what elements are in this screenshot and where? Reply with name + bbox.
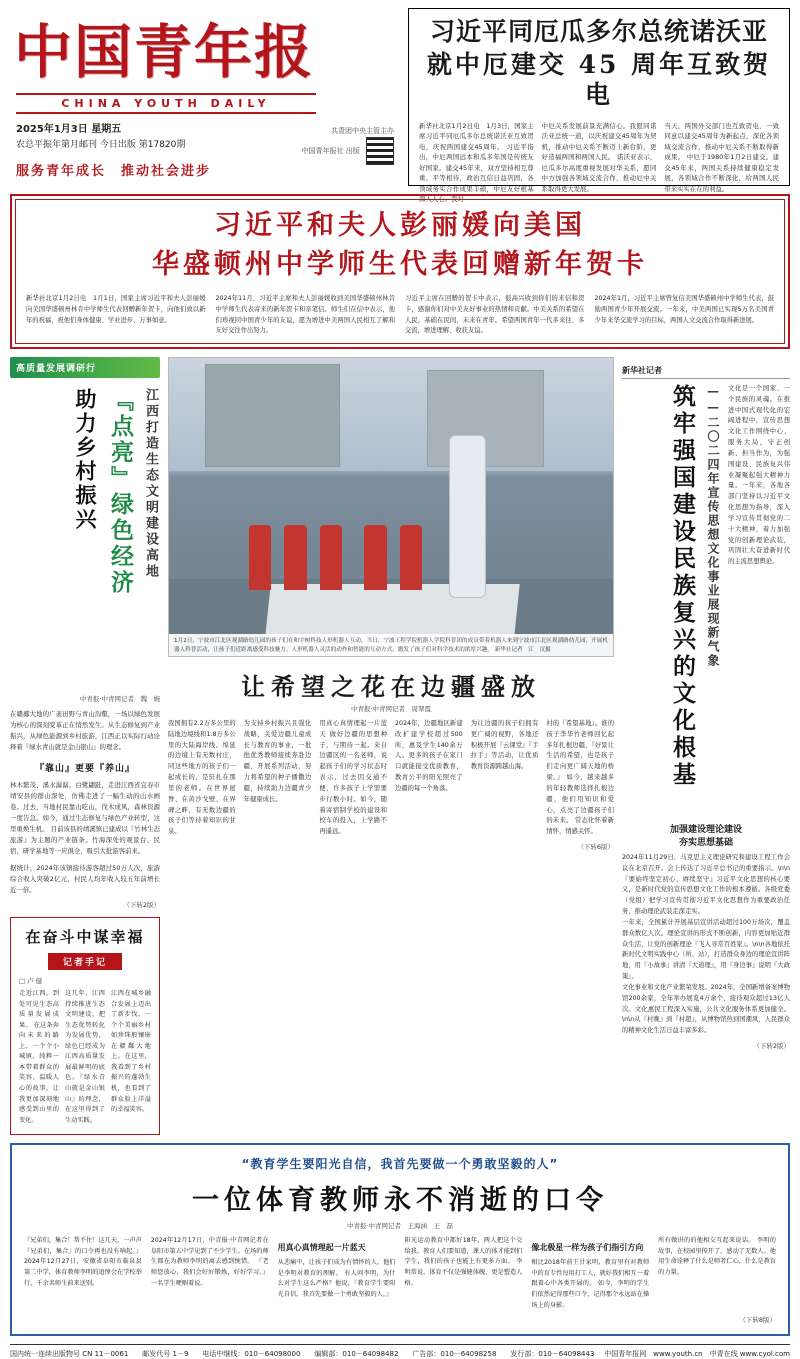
photo-child-5 — [400, 525, 422, 591]
masthead — [10, 8, 790, 204]
top-headline-block — [408, 8, 790, 204]
page-footer — [10, 1344, 790, 1359]
top-headline-line2: 就中厄建交 45 周年互致贺电 — [426, 49, 772, 109]
bottom-feature-box — [10, 1143, 790, 1336]
photo-credit: 新华社记者 江 汉摄 — [494, 646, 551, 653]
top-headline-col-1: 新华社北京1月2日电 1月3日，国家主席习近平同厄瓜多尔总统诺沃亚互致贺电，庆祝两国建交45周年。 习近平指出，中厄两国远本和瓜多年国是传统友好国家。建交45年来，双方坚持相互尊重、平等相待，政治互信日益巩固，各领域务实合作成果丰硕，中厄友好根基深入人心。我对 — [419, 121, 534, 204]
left-byline: 中青报·中青网记者 魏 婉 — [79, 695, 160, 703]
masthead-qr-block — [302, 126, 394, 165]
top-headline-line1: 习近平同厄瓜多尔总统诺沃亚 — [429, 17, 768, 46]
bottom-feature-col-3 — [278, 1236, 396, 1311]
campaign-banner: 高质量发展调研行 — [10, 357, 160, 378]
bottom-feature-col-1: 『兄弟们，集合！帮不住！这几天，一声声『兄弟们，集合』的口令再也没有响起。』 2024年12月27日，安徽省阜阳市临泉县第二中学，体育教师李明的追悼会在学校举行，千余名师生前来送别。 — [24, 1237, 142, 1287]
masthead-left — [10, 8, 400, 186]
right-subhead-1: 加强建设理论建设 夯实思想基础 — [669, 825, 742, 848]
photo-child-2 — [284, 525, 306, 591]
mid-article-col-4: 2024年，边疆地区新建改扩建学校超过500所，惠及学生140余万人。更多的孩子在家门口就能接受优质教育，教育公平的阳光照亮了边疆的每一个角落。 — [395, 720, 463, 792]
reporter-note-col-1: 走近江西，到处可见生态高质量发展成果。 在这条奔向未来的路上，一个个小城镇、纯粹一本带着群众的笑容、温暖人心的故事，让我更加深刻地感受到山里的变化。 — [19, 990, 59, 1124]
bottom-feature-title: 一位体育教师永不消逝的口令 — [192, 1185, 608, 1217]
main-content — [10, 357, 790, 1135]
top-headline-col-3: 当天，两国外交部门也互致贺电，一致同意以建交45周年为新起点，深化各领域交流合作，推动中厄关系不断取得新成果。 中厄于1980年1月2日建交。建交45年来，两国关系持续健康稳定发展，各领域合作不断深化，给两国人民带来实实在在的利益。 — [664, 121, 780, 193]
photo-humanoid-robot — [449, 435, 487, 598]
left-body-2: 据统计，2024年该镇接待游客超过50万人次，旅游综合收入突破2亿元，村民人均年收入较五年前增长近一倍。 — [10, 864, 160, 895]
left-intro: 在赣鄱大地的广袤田野与青山沟壑，一场以绿色发展为核心的深刻变革正在悄然发生。从生态修复到产业振兴，从绿色能源到乡村旅游，江西正以实际行动诠释着『绿水青山就是金山银山』的理念。 — [10, 710, 160, 752]
photo-child-3 — [320, 525, 342, 591]
bottom-feature-subhead-1: 用真心真情理起一片蓝天 — [277, 1243, 366, 1253]
newspaper-title: 中国青年报 — [14, 18, 315, 86]
left-title-small: 江西打造生态文明建设高地 — [143, 388, 158, 580]
bottom-feature-col-5 — [531, 1236, 649, 1311]
red-box-col-4: 2024年1月，习近平主席曾复信美国华盛顿州中学师生代表，鼓励两国青少年开展交流。一年来，中美两国已实现5万名美国青少年来华交流学习的目标，两国人文交流合作取得新进展。 — [594, 295, 774, 324]
red-box-article — [10, 194, 790, 349]
mid-article-continued: （下转6版） — [577, 843, 614, 852]
bottom-feature-byline: 中青报·中青网记者 王海涵 王 磊 — [346, 1222, 454, 1231]
reporter-note-author: □ 卢 健 — [19, 977, 43, 986]
right-body-3: 文化事业和文化产业繁荣发展。2024年，全国新增备案博物馆200余家，全年举办展览4万余个，接待观众超过13亿人次。文化惠民工程深入实施，公共文化服务体系更加健全。\n\n从『村晚』到『村超』，从博物馆热到国潮风，人民群众的精神文化生活日益丰富多彩。 — [622, 983, 790, 1035]
photo-child-1 — [249, 525, 271, 591]
mid-article-columns — [168, 719, 614, 838]
issue-number: 农总平振年第月邮刊 今日出版 第17820期 — [16, 139, 186, 150]
left-body-1: 林木繁茂、溪水潺潺、白鹭翩跹，走进江西省宜春市靖安县的群山深处，仿佛走进了一幅生动的山水画卷。过去，当地村民靠山吃山，伐木成风，森林资源一度告急。如今，通过生态修复与绿色产业转型，这里重焕生机。 目前该县的靖溪镇已建成以『竹林生态旅游』为主题的产业链条。竹海深处的观景台、民宿、研学基地等一应俱全，吸引大批游客前来。 — [10, 781, 160, 856]
reporter-note-title: 在奋斗中谋幸福 — [25, 928, 145, 947]
bottom-feature-quote: “教育学生要阳光自信，我首先要做一个勇敢坚毅的人” — [241, 1157, 559, 1172]
reporter-note-col-3: 江西在城乡融合发展上迈出了新步伐，一个个美丽乡村如珍珠般镶嵌在赣鄱大地上。在这里，我看到了乡村振兴的蓬勃生机，也看到了群众脸上洋溢的幸福笑容。 — [111, 990, 151, 1114]
photo-caption-text: 1月2日，宁波市江北区观湖路幼儿园的孩子们在和宇树科技人形机器人互动。当日，宁波工程学院机器人学院科普团的成员带着机器人来到宁波市江北区观湖路幼儿园，开展机器人科普活动，让孩子们近距离感受科技魅力。人形机器人灵活的动作和智能的互动方式，激发了孩子们对科学技术的浓厚兴趣。 — [174, 638, 608, 653]
mid-article-col-3: 用真心真情理起一片蓝天 做好边疆的思想种子，与期待一起。来自边疆区的一名老师，说起孩子们的学习状态时表示，过去因交通不便，许多孩子上学需要步行数小时。如今，随着寄宿制学校的建设和校车的投入，上学路不再遥远。 — [319, 720, 388, 836]
bottom-feature-col-2: 2024年12月17日，中青报·中青网记者在阜阳市第五中学见到了不少学生。在场的师生都在为教师李明的离去感到惋惜。 『老师您放心，我们会好好锻炼，好好学习。』一名学生哽咽着说。 — [150, 1237, 269, 1287]
mid-article-col-6: 村的『希望基地』。谁的孩子李华竹老师回忆起多年扎根边疆，『好景让生活的希望，也是孩子们走向更广阔天地的桥梁。』 如今，越来越多的年轻教师选择扎根边疆，他们用知识和爱心，点亮了边疆孩子们的未来。 常态化怀着新情怀，情感关怀。 — [546, 720, 615, 836]
red-box-col-3: 习近平主席在回赠的贺卡中表示，很高兴收到你们的来信和贺卡，感谢你们对中美友好事业的热情和贡献。中美关系的希望在人民，基础在民间，未来在青年。希望两国青年一代多来往、多交流，增进理解、收获友谊。 — [405, 295, 585, 335]
top-headline-columns — [419, 121, 779, 206]
qr-label-1: 共青团中央主管主办 — [331, 127, 394, 135]
right-vertical-title — [622, 384, 790, 814]
red-box-title-line1: 习近平和夫人彭丽媛向美国 — [214, 210, 586, 241]
bottom-feature-col-3-text: 从悲痛中，让孩子们成为有情怀的人，他们是李明对教育的理解。 有人问李明，为什么对学生这么严格？他说，『教育学生要阳光自信，我首先要做一个勇敢坚毅的人。』 — [277, 1258, 396, 1298]
footer-left: 国内统一连续出版物号 CN 11－0061 邮发代号 1－9 电话中继线：010－64098000 编辑部：010－64098482 广告部：010－64098258 发行部：010－64098443 — [10, 1350, 595, 1359]
red-box-title-line2: 华盛顿州中学师生代表回赠新年贺卡 — [152, 249, 648, 281]
mid-article-col-1: 我国拥有2.2万多公里的陆地边境线和1.8万多公里的大陆海岸线。绵延的边境上有无数村庄，同这些地方的孩子们一起成长的，是驻扎在那里的老师。在世界屋脊、在黄沙戈壁、在界碑之畔，有无数边疆的孩子们等待着知识的甘泉。 — [168, 720, 236, 836]
right-intro-text: 文化是一个国家、一个民族的灵魂。在推进中国式现代化的宏阔进程中，宣传思想文化工作围绕中心、服务大局，守正创新、担当作为，为强国建设、民族复兴伟业凝聚起强大精神力量。一年来，各地各部门坚持以习近平文化思想为指导，深入学习宣传贯彻党的二十大精神，着力加强党的创新理论武装，巩固壮大奋进新时代的主流思想舆论。 — [728, 385, 790, 566]
photo-caption — [169, 634, 613, 657]
masthead-slogan: 服务青年成长 推动社会进步 — [16, 164, 212, 180]
qr-label-2: 中国青年报社 出版 — [301, 146, 360, 155]
left-column — [10, 357, 160, 1135]
red-box-columns — [26, 294, 774, 337]
qr-code-icon[interactable] — [366, 137, 394, 165]
right-title-sub: ——二〇二四年宣传思想文化事业展现新气象 — [706, 384, 720, 668]
reporter-note-columns — [19, 989, 151, 1126]
right-body-2: 一年来，全国累计开展基层宣讲活动超过100万场次，覆盖群众数亿人次。理论宣讲的形式不断创新，内容更加贴近群众生活，让党的创新理论『飞入寻常百姓家』。\n\n各地依托新时代文明实践中心（所、站），打造群众身边的理论宣讲阵地，用『小故事』讲清『大道理』，用『身边事』说明『大政策』。 — [622, 918, 790, 981]
left-vertical-title — [10, 388, 160, 688]
top-headline-col-2: 中厄关系发展前景充满信心。我愿同诺沃亚总统一道，以庆祝建交45周年为契机，推动中厄关系不断迈上新台阶，更好造福两国和两国人民。 诺沃亚表示，厄瓜多尔高度重视发展对华关系，愿同中方加强各领域交流合作，推动厄中关系取得更大发展。 — [541, 121, 657, 193]
left-title-black: 助力乡村振兴 — [73, 388, 98, 532]
photo-building-left — [205, 364, 340, 467]
bottom-feature-col-5-text: 相比2018年前王甘家明，教育里有对教师中的育专性每用打工人，就好我们相互一着跟着心中各类开展的。 如今，李明的学生们依然记得那些口令，记得那个永远站在操场上的身影。 — [531, 1258, 650, 1309]
bottom-feature-continued: （下转8版） — [739, 1316, 776, 1325]
red-box-col-2: 2024年11月，习近平主席和夫人彭丽媛收到美国华盛顿州林肯中学师生代表寄来的新年贺卡和亲笔信。师生们在信中表示，他们珍视同中国青少年的友谊，愿为增进中美两国人民相互了解和友好交往作出努力。 — [215, 295, 395, 335]
right-body-1: 2024年11月29日，马克思主义理论研究和建设工程工作会议在北京召开。会上传达了习近平总书记的重要指示。\n\n『要始终坚定初心、赓续坚守』习近平文化思想的核心要义，是新时代党的宣传思想文化工作的根本遵循。各级党委（党组）把学习宣传贯彻习近平文化思想作为重要政治任务，推动理论武装走深走实。 — [622, 854, 790, 916]
right-source-label: 新华社记者 — [622, 365, 790, 379]
left-continued: （下转2版） — [123, 901, 160, 910]
bottom-feature-subhead-2: 像北极星一样为孩子们指引方向 — [531, 1243, 644, 1253]
middle-column — [168, 357, 614, 1135]
photo-child-4 — [364, 525, 386, 591]
red-box-col-1: 新华社北京1月2日电 1月1日，国家主席习近平和夫人彭丽媛向美国华盛顿州林肯中学师生代表回赠新年贺卡，向他们致以新年的祝福，祝他们身体健康、学业进步、万事如意。 — [26, 295, 206, 324]
reporter-note-badge: 记者手记 — [48, 953, 122, 970]
reporter-note-box — [10, 917, 160, 1135]
left-title-green: 『点亮』绿色经济 — [107, 388, 134, 596]
mid-article-col-5: 为让边疆的孩子们拥有更广阔的视野，各地还积极开展『云课堂』『手拉手』等活动，让优质教育资源跨越山海。 — [470, 720, 539, 771]
bottom-feature-columns — [24, 1236, 776, 1311]
right-continued: （下转2版） — [753, 1042, 790, 1051]
left-subhead: 『靠山』更要『养山』 — [34, 764, 135, 775]
bottom-feature-col-6: 所有做讲的的他相交互起来说话。 李明的故事，在校园里传开了，感动了无数人。他用生命诠释了什么是师者仁心，什么是教育的力量。 — [658, 1237, 776, 1277]
right-column — [622, 357, 790, 1135]
newspaper-title-english: CHINA YOUTH DAILY — [16, 93, 316, 114]
news-photo — [168, 357, 614, 657]
mid-article-col-2: 为支持乡村振兴且强化战略，关爱边疆儿童成长与教育的事业，一批批优秀教师接续奔赴边疆，开展系列活动，努力将希望的种子播撒边疆，持续助力边疆青少年健康成长。 — [243, 720, 312, 803]
bottom-feature-col-4: 阳光运动教育中都好18年，两人把这个交给我。教育人们要知道，课人的体才能到们学生，我们的孩子也能上有更多方面。 李明常说，体育不仅是强健体魄，更是塑造人格。 — [404, 1237, 523, 1287]
publication-date: 2025年1月3日 星期五 — [16, 123, 122, 135]
mid-article-title: 让希望之花在边疆盛放 — [241, 672, 541, 701]
mid-article-byline: 中青报·中青网记者 周翠霞 — [350, 705, 432, 713]
right-title-main: 筑牢强国建设民族复兴的文化根基 — [669, 384, 696, 789]
footer-right: 中国青年报网 www.youth.cn 中青在线 www.cyol.com — [604, 1350, 790, 1359]
reporter-note-col-2: 这几年，江西持续推进生态文明建设，把生态优势转化为发展优势，绿色已经成为江西高质量发展最鲜明的底色。『绿水青山就是金山银山』的理念，在这里得到了生动实践。 — [65, 990, 105, 1124]
